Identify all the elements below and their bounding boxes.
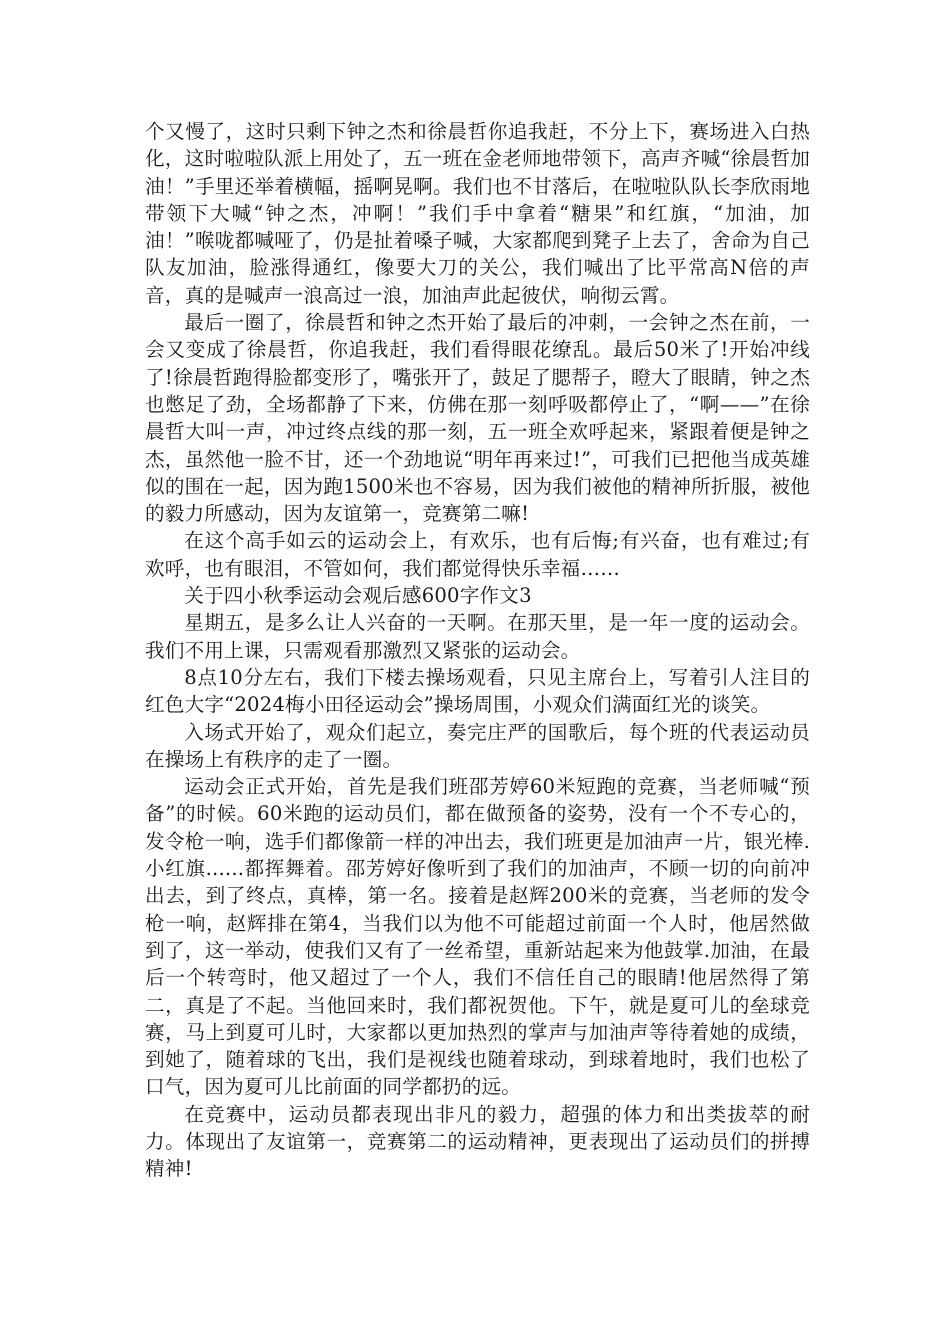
paragraph-2: 最后一圈了，徐晨哲和钟之杰开始了最后的冲刺，一会钟之杰在前，一会又变成了徐晨哲，你追我赶，我们看得眼花缭乱。最后50米了!开始冲线了!徐晨哲跑得脸都变形了，嘴张开了，鼓足了腮帮子，瞪大了眼睛，钟之杰也憋足了劲，全场都静了下来，仿佛在那一刻呼吸都停止了，“啊——”在徐晨哲大叫一声，冲过终点线的那一刻，五一班全欢呼起来，紧跟着便是钟之杰，虽然他一脸不甘，还一个劲地说“明年再来过!”，可我们已把他当成英雄似的围在一起，因为跑1500米也不容易，因为我们被他的精神所折服，被他的毅力所感动，因为友谊第一，竞赛第二嘛! [145, 311, 810, 526]
document-body [145, 118, 810, 1183]
paragraph-1: 个又慢了，这时只剩下钟之杰和徐晨哲你追我赶，不分上下，赛场进入白热化，这时啦啦队派上用处了，五一班在金老师地带领下，高声齐喊“徐晨哲加油！”手里还举着横幅，摇啊晃啊。我们也不甘落后，在啦啦队队长李欣雨地带领下大喊“钟之杰，冲啊！”我们手中拿着“糖果”和红旗，“加油，加油！”喉咙都喊哑了，仍是扯着嗓子喊，大家都爬到凳子上去了，舍命为自己队友加油，脸涨得通红，像要大刀的关公，我们喊出了比平常高N倍的声音，真的是喊声一浪高过一浪，加油声此起彼伏，响彻云霄。 [145, 120, 810, 307]
paragraph-5: 8点10分左右，我们下楼去操场观看，只见主席台上，写着引人注目的红色大字“2024梅小田径运动会”操场周围，小观众们满面红光的谈笑。 [145, 665, 810, 717]
paragraph-7: 运动会正式开始，首先是我们班邵芳婷60米短跑的竞赛，当老师喊“预备”的时候。60米跑的运动员们，都在做预备的姿势，没有一个不专心的，发令枪一响，选手们都像箭一样的冲出去，我们班更是加油声一片，银光棒.小红旗......都挥舞着。邵芳婷好像听到了我们的加油声，不顾一切的向前冲出去，到了终点，真棒，第一名。接着是赵辉200米的竞赛，当老师的发令枪一响，赵辉排在第4，当我们以为他不可能超过前面一个人时，他居然做到了，这一举动，使我们又有了一丝希望，重新站起来为他鼓掌.加油，在最后一个转弯时，他又超过了一个人，我们不信任自己的眼睛!他居然得了第二，真是了不起。当他回来时，我们都祝贺他。下午，就是夏可儿的垒球竞赛，马上到夏可儿时，大家都以更加热烈的掌声与加油声等待着她的成绩，到她了，随着球的飞出，我们是视线也随着球动，到球着地时，我们也松了口气，因为夏可儿比前面的同学都扔的远。 [145, 775, 810, 1099]
section-heading: 关于四小秋季运动会观后感600字作文3 [184, 584, 532, 608]
paragraph-3: 在这个高手如云的运动会上，有欢乐，也有后悔;有兴奋，也有难过;有欢呼，也有眼泪，不管如何，我们都觉得快乐幸福…… [145, 529, 810, 580]
paragraph-6: 入场式开始了，观众们起立，奏完庄严的国歌后，每个班的代表运动员在操场上有秩序的走了一圈。 [145, 720, 810, 771]
paragraph-8: 在竞赛中，运动员都表现出非凡的毅力，超强的体力和出类拔萃的耐力。体现出了友谊第一，竞赛第二的运动精神，更表现出了运动员们的拼搏精神! [145, 1102, 810, 1181]
paragraph-4: 星期五，是多么让人兴奋的一天啊。在那天里，是一年一度的运动会。我们不用上课，只需观看那激烈又紧张的运动会。 [145, 611, 810, 662]
